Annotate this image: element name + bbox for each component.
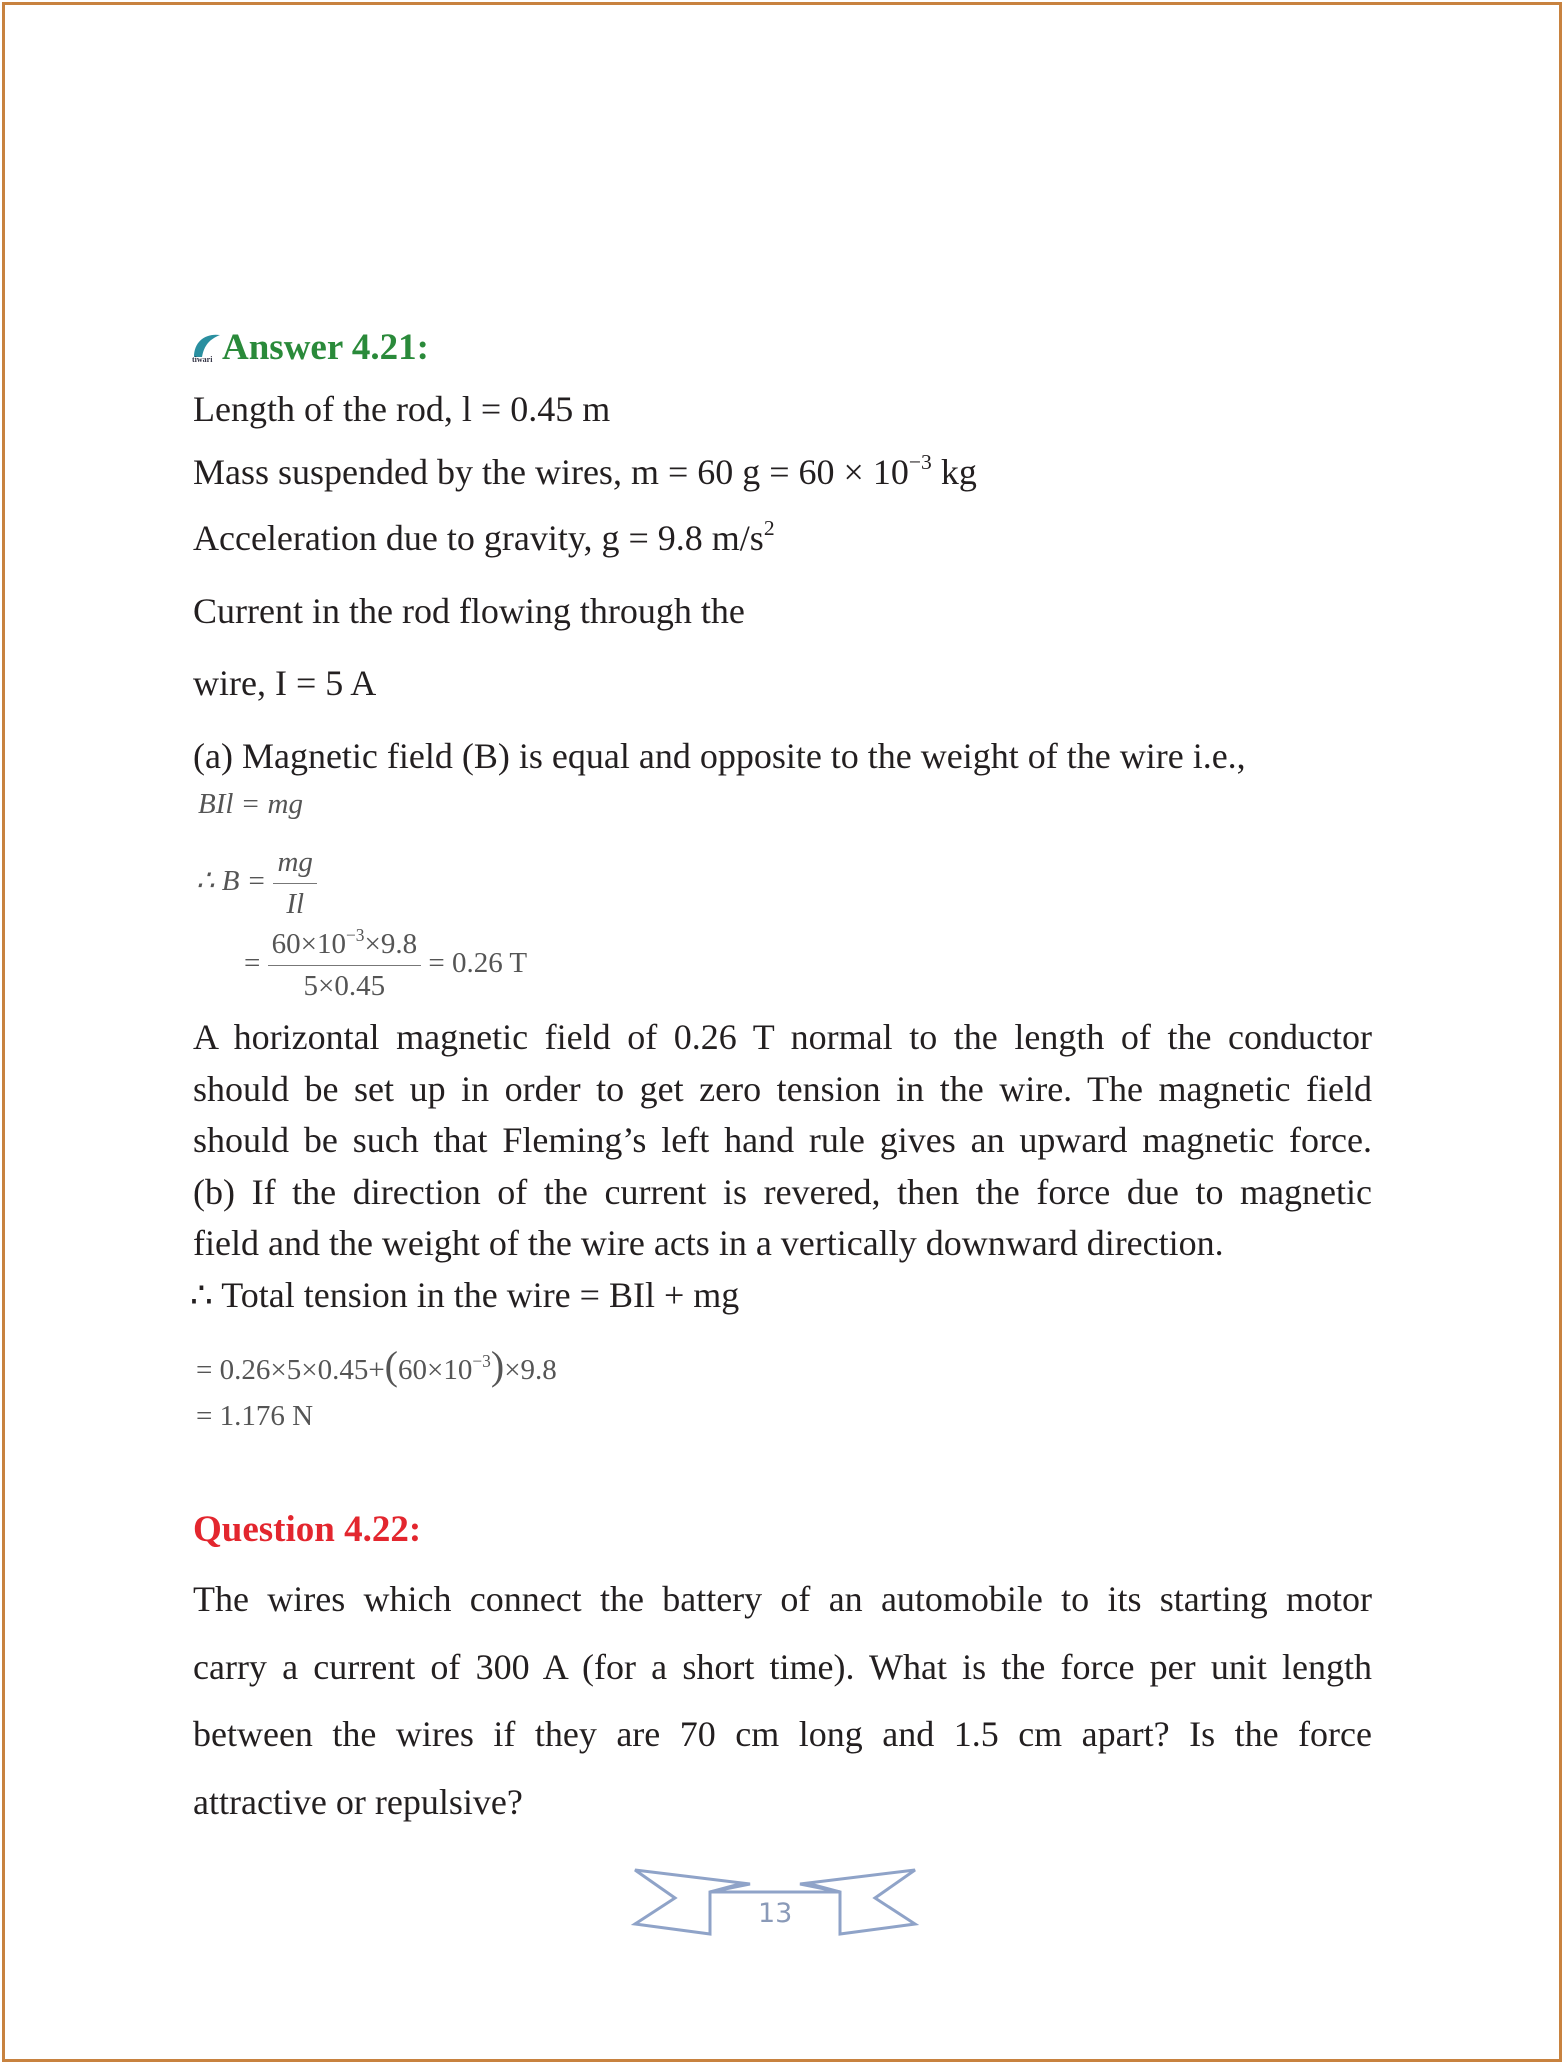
total-tension-text: ∴ Total tension in the wire = BIl + mg (190, 1275, 740, 1315)
equation-tension-result: = 1.176 N (196, 1400, 314, 1432)
gravity-text: Acceleration due to gravity, g = 9.8 m/s (193, 518, 764, 558)
answer-heading (190, 328, 429, 368)
given-gravity (193, 515, 775, 558)
equation-tension (196, 1342, 557, 1389)
equation-b (196, 846, 317, 921)
eq3-denominator: 5×0.45 (303, 970, 386, 1002)
eq4-part-c: ×9.8 (504, 1354, 557, 1386)
answer-heading-text: Answer 4.21: (222, 327, 429, 368)
eq3-num-base: 60×10 (271, 928, 346, 960)
eq4-exponent: −3 (472, 1350, 491, 1371)
question-text (193, 1566, 1372, 1836)
part-a-text: (a) Magnetic field (B) is equal and opposite to the weight of the wire i.e., (193, 736, 1246, 776)
paragraph-line: A horizontal magnetic field of 0.26 T normal to the length of the conductor (193, 1017, 1372, 1057)
mass-unit: kg (931, 452, 977, 492)
question-line: The wires which connect the battery of an automobile to its starting motor (193, 1579, 1372, 1619)
eq3-fraction (268, 924, 421, 1003)
paragraph-line: should be such that Fleming’s left hand rule gives an upward magnetic force. (193, 1120, 1372, 1160)
eq3-num-exp: −3 (345, 924, 365, 945)
eq3-equals: = (244, 947, 261, 980)
equation-bil-mg: BIl = mg (198, 788, 303, 820)
eq2-lhs: ∴ B = (196, 865, 267, 898)
eq3-numerator (268, 924, 421, 966)
question-heading: Question 4.22: (193, 1509, 422, 1550)
eq2-numerator: mg (273, 846, 316, 884)
eq4-part-a: = 0.26×5×0.45+ (196, 1354, 385, 1386)
question-line: carry a current of 300 A (for a short time). What is the force per unit length (193, 1646, 1372, 1687)
mass-text: Mass suspended by the wires, m = 60 g = 60 × 10 (193, 452, 909, 492)
eq3-result: = 0.26 T (428, 947, 528, 980)
open-paren: ( (384, 1343, 398, 1388)
question-line: attractive or repulsive? (193, 1781, 523, 1822)
tiwari-logo-icon (190, 331, 222, 363)
eq3-num-tail: ×9.8 (364, 928, 418, 960)
paragraph-line: field and the weight of the wire acts in a vertically downward direction. (193, 1223, 1224, 1263)
given-current-1: Current in the rod flowing through the (193, 591, 745, 631)
equation-b-value (244, 924, 528, 1003)
eq2-denominator: Il (286, 888, 305, 920)
eq2-fraction (273, 846, 316, 921)
page-number: 13 (758, 1898, 793, 1929)
given-length: Length of the rod, l = 0.45 m (193, 389, 611, 429)
close-paren: ) (490, 1343, 505, 1388)
paragraph-line: (b) If the direction of the current is revered, then the force due to magnetic (193, 1171, 1372, 1212)
mass-exponent: −3 (908, 449, 932, 474)
eq4-part-b: 60×10 (398, 1354, 473, 1386)
gravity-exponent: 2 (763, 515, 775, 540)
given-current-2: wire, I = 5 A (193, 663, 377, 703)
svg-text:tiwari: tiwari (192, 355, 213, 363)
paragraph-line: should be set up in order to get zero tension in the wire. The magnetic field (193, 1068, 1372, 1109)
explanation-paragraph (193, 1012, 1372, 1270)
given-mass (193, 449, 977, 492)
question-line: between the wires if they are 70 cm long and 1.5 cm apart? Is the force (193, 1714, 1372, 1754)
